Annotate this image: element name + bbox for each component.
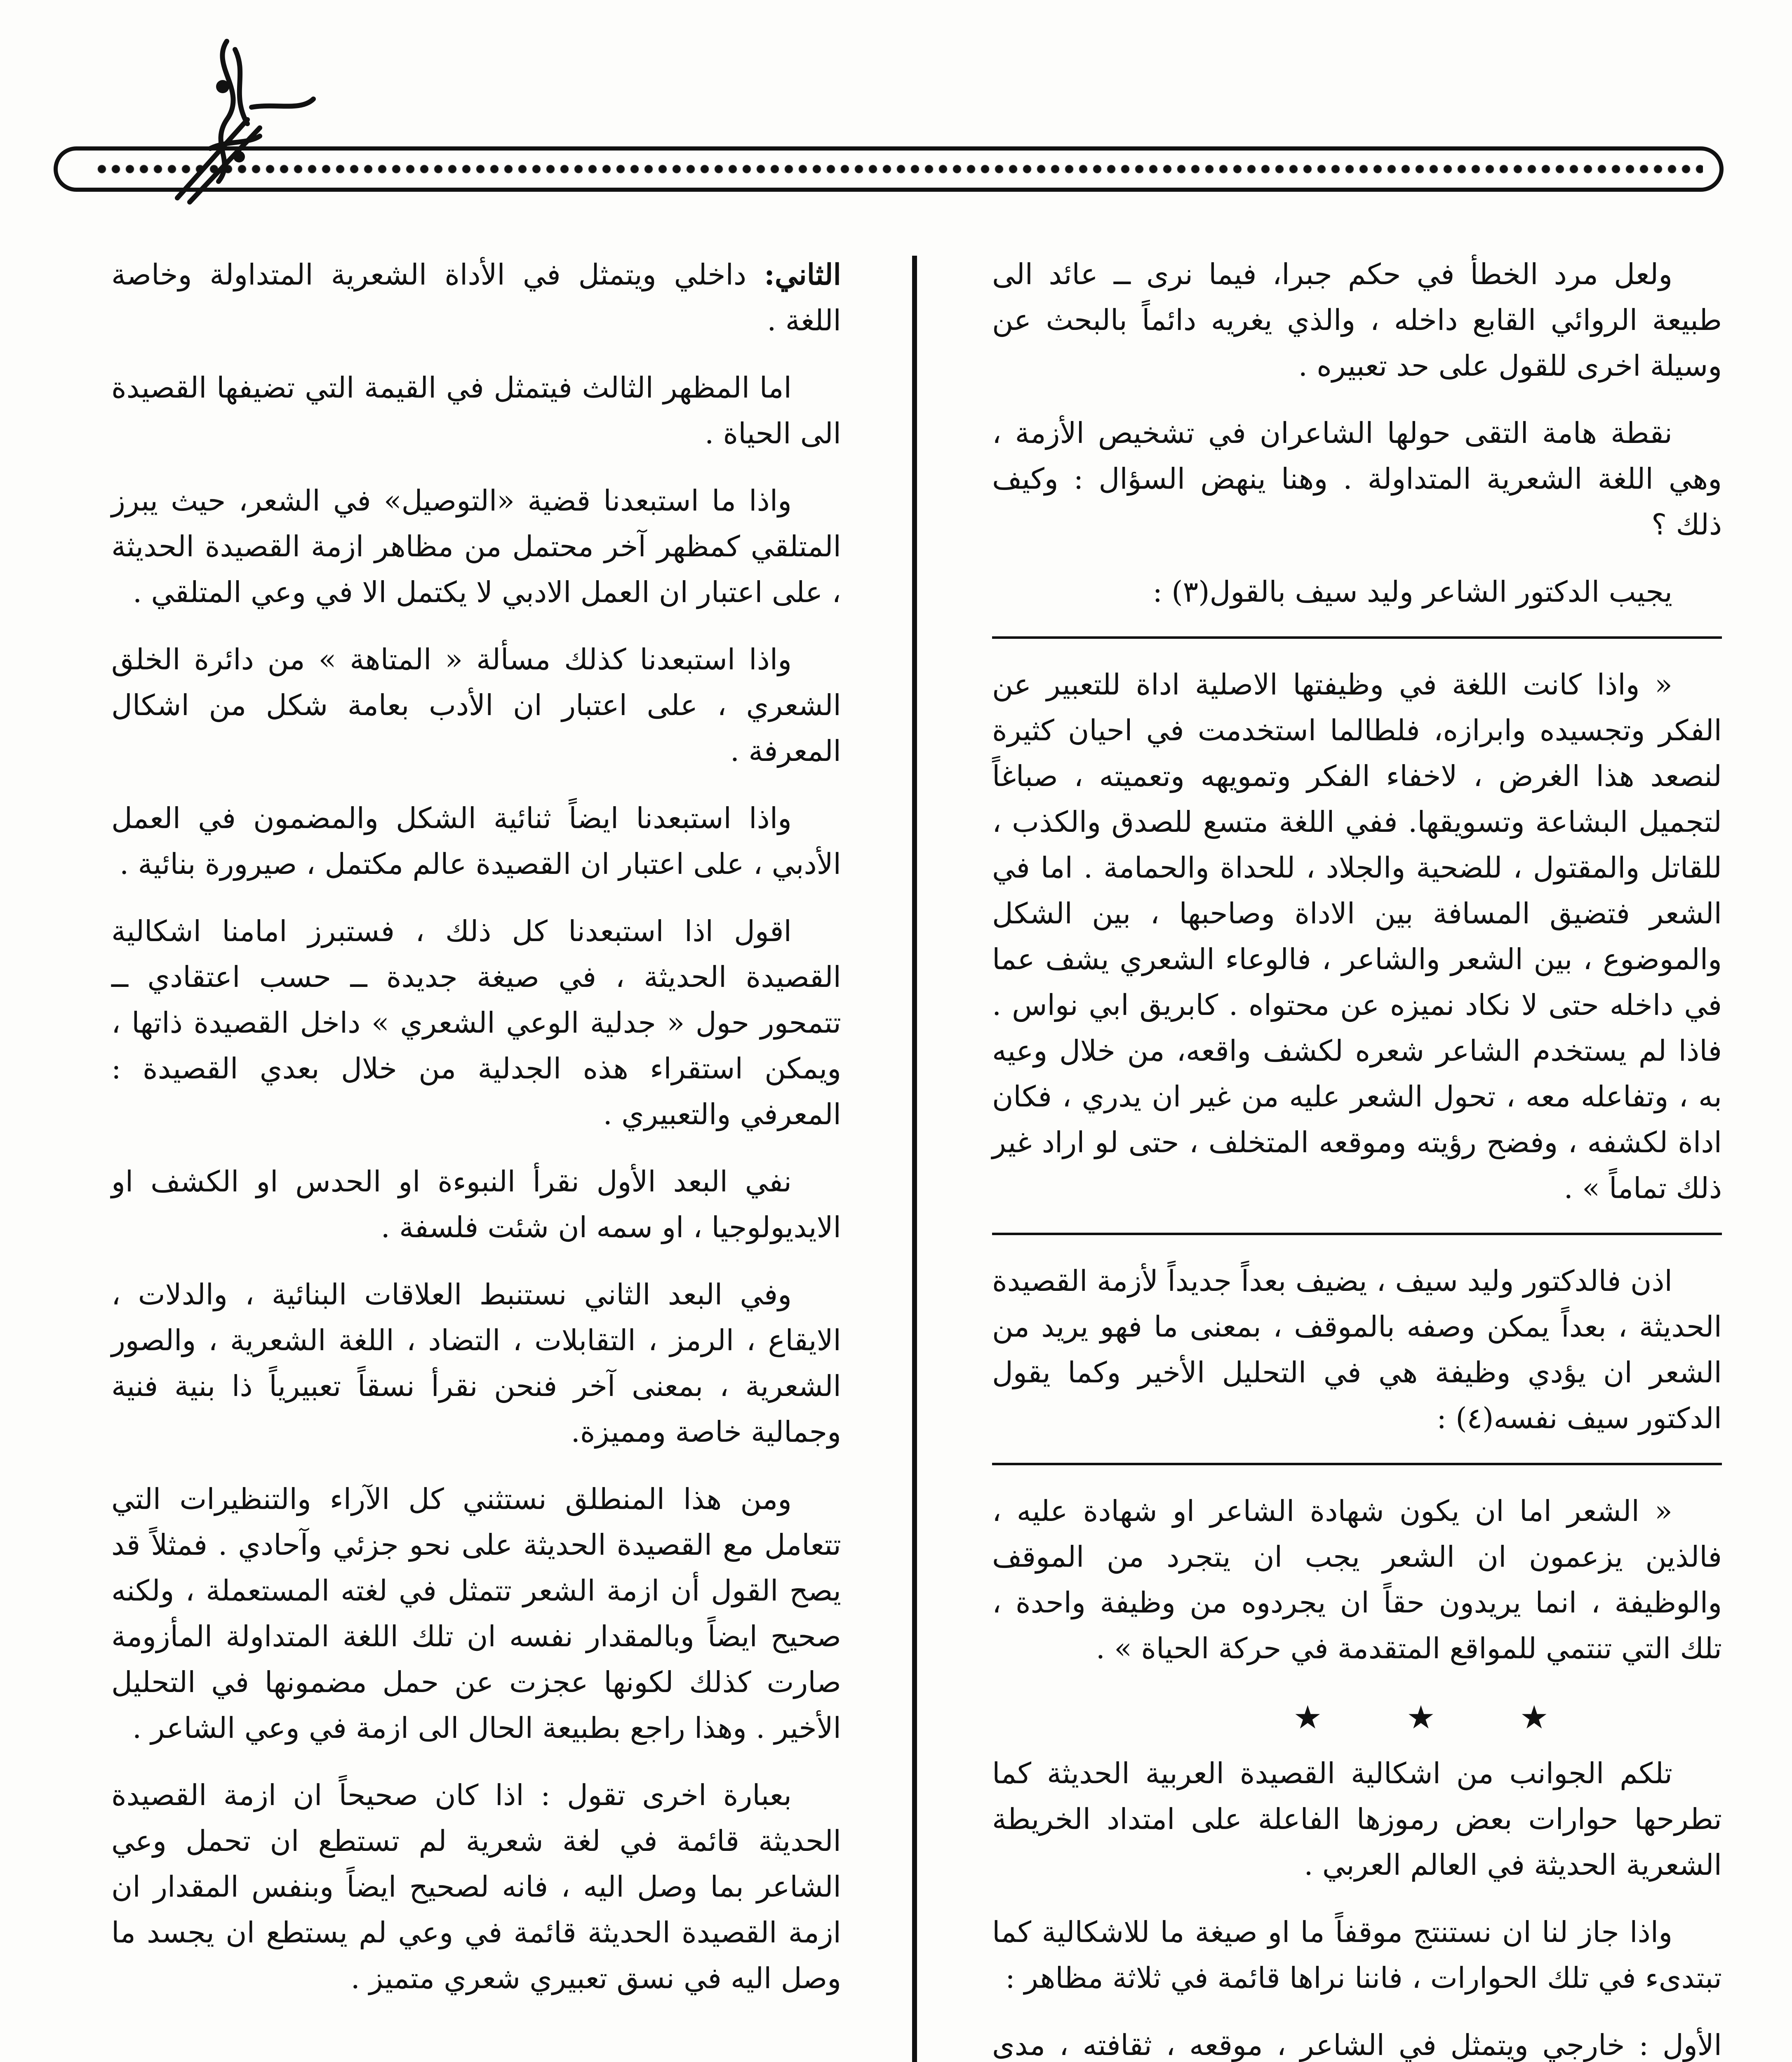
quote-paragraph: « الشعر اما ان يكون شهادة الشاعر او شهادة عليه ، فالذين يزعمون ان الشعر يجب ان يتجرد من الموقف والوظيفة ، انما يريدون حقاً ان يجردوه من وظيفة واحدة ، تلك التي تنتمي للمواقع المتقدمة في حركة الحياة » . [992,1494,1722,1665]
section-rule [992,636,1722,639]
paragraph-text: داخلي ويتمثل في الأداة الشعرية المتداولة وخاصة اللغة . [111,258,841,337]
paragraph: ومن هذا المنطلق نستثني كل الآراء والتنظيرات التي تتعامل مع القصيدة الحديثة على نحو جزئي وآحادي . فمثلاً قد يصح القول أن ازمة الشعر تتمثل في لغته المستعملة ، ولكنه صحيح ايضاً وبالمقدار نفسه ان تلك اللغة المتداولة المأزومة صارت كذلك لكونها عجزت عن حمل مضمونها في التحليل الأخير . وهذا راجع بطبيعة الحال الى ازمة في وعي الشاعر . [111,1482,841,1745]
left-column [111,252,841,2062]
paragraph: وفي البعد الثاني نستنبط العلاقات البنائية ، والدلات ، الايقاع ، الرمز ، التقابلات ، التضاد ، اللغة الشعرية ، والصور الشعرية ، بمعنى آخر فنحن نقرأ نسقاً تعبيرياً ذا بنية فنية وجمالية خاصة ومميزة. [111,1278,841,1449]
paragraph: واذا استبعدنا كذلك مسألة « المتاهة » من دائرة الخلق الشعري ، على اعتبار ان الأدب بعامة شكل من اشكال المعرفة . [111,643,841,768]
paragraph: نفي البعد الأول نقرأ النبوءة او الحدس او الكشف او الايديولوجيا ، او سمه ان شئت فلسفة . [111,1165,841,1244]
paragraph: نقطة هامة التقى حولها الشاعران في تشخيص الأزمة ، وهي اللغة الشعرية المتداولة . وهنا ينهض السؤال : وكيف ذلك ؟ [992,416,1722,541]
paragraph: يجيب الدكتور الشاعر وليد سيف بالقول(٣) : [1152,575,1672,609]
paragraph: واذا ما استبعدنا قضية «التوصيل» في الشعر، حيث يبرز المتلقي كمظهر آخر محتمل من مظاهر ازمة القصيدة الحديثة ، على اعتبار ان العمل الادبي لا يكتمل الا في وعي المتلقي . [111,484,841,609]
paragraph: واذا استبعدنا ايضاً ثنائية الشكل والمضمون في العمل الأدبي ، على اعتبار ان القصيدة عالم مكتمل ، صيرورة بنائية . [111,801,841,881]
section-stars: ★ ★ ★ [1293,1699,1586,1736]
paragraph: الأول : خارجي ويتمثل في الشاعر ، موقعه ، ثقافته ، مدى [992,2028,1722,2062]
section-rule [992,1463,1722,1465]
paragraph: اما المظهر الثالث فيتمثل في القيمة التي تضيفها القصيدة الى الحياة . [111,371,841,450]
section-rule [992,1233,1722,1235]
column-divider [912,256,917,2062]
right-column [992,252,1722,2062]
paragraph: اقول اذا استبعدنا كل ذلك ، فستبرز امامنا اشكالية القصيدة الحديثة ، في صيغة جديدة ــ حسب اعتقادي ــ تتمحور حول « جدلية الوعي الشعري » داخل القصيدة ذاتها ، ويمكن استقراء هذه الجدلية من خلال بعدي القصيدة : المعرفي والتعبيري . [111,914,841,1131]
paragraph: تلكم الجوانب من اشكالية القصيدة العربية الحديثة كما تطرحها حوارات بعض رموزها الفاعلة على امتداد الخريطة الشعرية الحديثة في العالم العربي . [992,1756,1722,1882]
paragraph: واذا جاز لنا ان نستنتج موقفاً ما او صيغة ما للاشكالية كما تبتدىء في تلك الحوارات ، فاننا نراها قائمة في ثلاثة مظاهر : [992,1915,1722,1995]
paragraph-lead: الثاني: [764,257,841,292]
header-ornament-band [54,146,1724,192]
paragraph [111,252,841,344]
dotted-ornament [95,160,1703,179]
paragraph: اذن فالدكتور وليد سيف ، يضيف بعداً جديداً لأزمة القصيدة الحديثة ، بعداً يمكن وصفه بالموقف ، بمعنى ما فهو يريد من الشعر ان يؤدي وظيفة هي في التحليل الأخير وكما يقول الدكتور سيف نفسه(٤) : [992,1264,1722,1435]
paragraph: ولعل مرد الخطأ في حكم جبرا، فيما نرى ــ عائد الى طبيعة الروائي القابع داخله ، والذي يغريه دائماً بالبحث عن وسيلة اخرى للقول على حد تعبيره . [992,257,1722,383]
quote-paragraph: « واذا كانت اللغة في وظيفتها الاصلية اداة للتعبير عن الفكر وتجسيده وابرازه، فلطالما استخدمت في احيان كثيرة لنصعد هذا الغرض ، لاخفاء الفكر وتمويهه وتعميته ، صباغاً لتجميل البشاعة وتسويقها. ففي اللغة متسع للصدق والكذب ، للقاتل والمقتول ، للضحية والجلاد ، للحداة والحمامة . اما في الشعر فتضيق المسافة بين الاداة وصاحبها ، بين الشكل والموضوع ، بين الشعر والشاعر ، فالوعاء الشعري يشف عما في داخله حتى لا نكاد نميزه عن محتواه . كابريق ابي نواس . فاذا لم يستخدم الشاعر شعره لكشف واقعه، من خلال وعيه به ، وتفاعله معه ، تحول الشعر عليه من غير ان يدري ، فكان اداة لكشفه ، وفضح رؤيته وموقعه المتخلف ، حتى لو اراد غير ذلك تماماً » . [992,668,1722,1205]
paragraph: بعبارة اخرى تقول : اذا كان صحيحاً ان ازمة القصيدة الحديثة قائمة في لغة شعرية لم تستطع ان تحمل وعي الشاعر بما وصل اليه ، فانه لصحيح ايضاً وبنفس المقدار ان ازمة القصيدة الحديثة قائمة في وعي لم يستطع ان يجسد ما وصل اليه في نسق تعبيري شعري متميز . [111,1778,841,1995]
